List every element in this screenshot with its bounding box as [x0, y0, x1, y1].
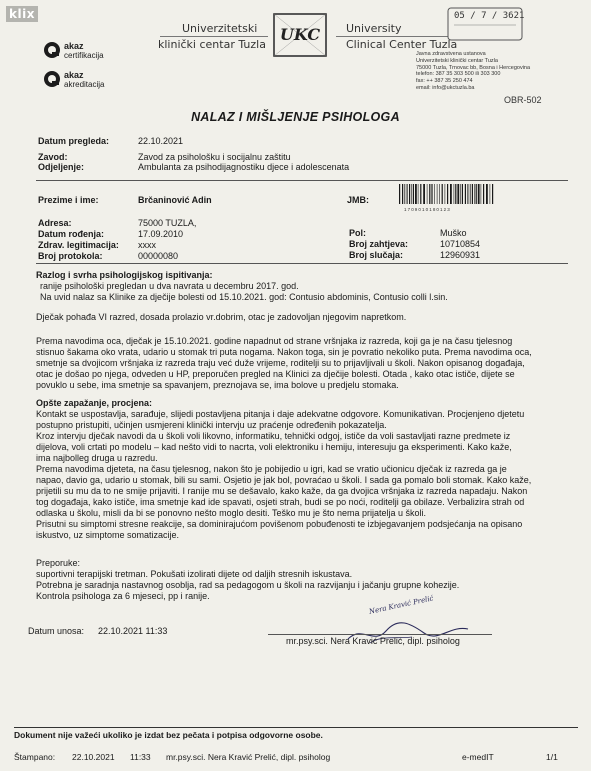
- observation-line: tog događaja, kako ističe, ima smetnje kad ide spavati, osjeti strah, budi se po noći, roditelji ga obilaze. Verbalizira strah od: [36, 497, 525, 507]
- recommendation-line: Potrebna je saradnja nastavnog osoblja, rad sa pedagogom u školi na razvijanju i jačanju grupne kohezije.: [36, 580, 460, 590]
- recommendation-line: suportivni terapijski tretman. Pokušati izolirati dijete od daljih stresnih iskustava.: [36, 569, 353, 579]
- barcode-bar: [450, 184, 452, 204]
- header-right-line1: University: [346, 22, 402, 35]
- footer-divider: [14, 727, 578, 728]
- dob-label: Datum rođenja:: [38, 229, 105, 239]
- barcode-bar: [492, 184, 493, 204]
- barcode-bar: [478, 184, 480, 204]
- health-id-label: Zdrav. legitimacija:: [38, 240, 119, 250]
- observations-section: [36, 398, 566, 541]
- cert2-line2: akreditacija: [64, 80, 105, 89]
- observation-line: postupno pristupiti, učinjen usmjereni klinički intervju uz praćenje određenih pokazatelja.: [36, 420, 387, 430]
- barcode-bar: [455, 184, 456, 204]
- barcode-bar: [490, 184, 491, 204]
- barcode-bar: [437, 184, 438, 204]
- barcode-bar: [418, 184, 419, 204]
- stamp-text: 05 / 7 / 3621: [454, 11, 525, 21]
- address-line: Univerzitetski klinički centar Tuzla: [416, 57, 498, 64]
- signer-printed-name: mr.psy.sci. Nera Kravić Prelić, dipl. psiholog: [286, 636, 460, 646]
- sex-value: Muško: [440, 228, 467, 238]
- header-right-line2: Clinical Center Tuzla: [346, 38, 458, 51]
- akaz-accreditation-icon: [42, 69, 62, 89]
- barcode-bar: [457, 184, 459, 204]
- printed-date: 22.10.2021: [72, 752, 115, 762]
- observation-line: napao, davio ga, udario u stomak, bili su sami. Osjetio je jak bol, povraćao u školi. I sada ga pomalo boli stomak. Kako kaže,: [36, 475, 532, 485]
- observation-line: Prema navodima djeteta, na času tjelesnog, nakon što je pobijedio u igri, kad se vratio učionicu dječak iz razreda ga je: [36, 464, 507, 474]
- dob-value: 17.09.2010: [138, 229, 184, 239]
- barcode-bar: [469, 184, 470, 204]
- form-code: OBR-502: [504, 95, 542, 105]
- barcode-bar: [399, 184, 400, 204]
- signature-handwriting: Nera Kravić Prelić: [368, 594, 435, 616]
- section-divider: [36, 180, 568, 181]
- recommendations-section: [36, 558, 566, 602]
- barcode-bar: [420, 184, 421, 204]
- institution-address: [416, 51, 576, 92]
- barcode-bar: [465, 184, 466, 204]
- entry-date-value: 22.10.2021 11:33: [98, 626, 168, 636]
- barcode-bar: [472, 184, 473, 204]
- reason-heading: Razlog i svrha psihologijskog ispitivanja:: [36, 270, 213, 280]
- exam-date-value: 22.10.2021: [138, 136, 184, 146]
- address-line: Javna zdravstvena ustanova: [416, 51, 486, 57]
- barcode-bar: [429, 184, 430, 204]
- cert1-line2: certifikacija: [64, 51, 104, 60]
- section-divider: [36, 263, 568, 264]
- cert1-line1: akaz: [64, 41, 84, 51]
- reason-line: Na uvid nalaz sa Klinike za dječije bolesti od 15.10.2021. god: Contusio abdominis, Contusio colli l.sin.: [40, 292, 448, 302]
- printed-label: Štampano:: [14, 752, 56, 762]
- observation-line: Prisutni su simptomi stresne reakcije, sa dominirajućom povišenom pobuđenosti te izbjegavanjem podsjećanja na opisano: [36, 519, 523, 529]
- akaz-certification-icon: [42, 40, 62, 60]
- barcode-bar: [476, 184, 477, 204]
- printed-by: mr.psy.sci. Nera Kravić Prelić, dipl. psiholog: [166, 752, 331, 762]
- patient-name-value: Brčaninović Adin: [138, 195, 212, 205]
- observation-line: Kroz intervju dječak navodi da u školi voli likovno, informatiku, tehnički odgoj, ističe da voli sastavljati razne predmete iz: [36, 431, 511, 441]
- observation-line: prijetili su mu da to ne smije prijaviti. I ranije mu se dešavalo, kako kaže, da ga dvojica vršnjaka iz razreda napadaju. Nakon: [36, 486, 528, 496]
- barcode-number: 1709010180123: [404, 207, 451, 212]
- entry-date-label: Datum unosa:: [28, 626, 85, 636]
- header-left-rule: [160, 36, 268, 37]
- patient-name-label: Prezime i ime:: [38, 195, 99, 205]
- request-value: 10710854: [440, 239, 481, 249]
- address-line: telefon: 387 35 303 500 ili 303 300: [416, 71, 501, 78]
- reason-section: [36, 270, 566, 303]
- history-paragraph: [36, 336, 566, 391]
- institute-value: Zavod za psihološku i socijalnu zaštitu: [138, 152, 291, 162]
- paragraph-line: povuklo u sebe, ima smetnje sa spavanjem, preznojava se, ima bolove u predjelu stomaka.: [36, 380, 399, 390]
- paragraph-line: otac je došao po njega, odveden u HP, preporučen pregled na Klinici za dječije bolesti. Otada , kako otac ističe, dijete se: [36, 369, 515, 379]
- address-value: 75000 TUZLA,: [138, 218, 197, 228]
- page-number: 1/1: [546, 752, 558, 762]
- barcode-bar: [402, 184, 403, 204]
- protocol-value: 00000080: [138, 251, 179, 261]
- barcode-bar: [483, 184, 484, 204]
- barcode-bar: [470, 184, 471, 204]
- barcode-bar: [407, 184, 408, 204]
- barcode-bar: [486, 184, 488, 204]
- jmb-barcode: [398, 184, 494, 204]
- header-left-line1: Univerzitetski: [182, 22, 258, 35]
- barcode-bar: [467, 184, 468, 204]
- barcode-bar: [427, 184, 428, 204]
- document-title: NALAZ I MIŠLJENJE PSIHOLOGA: [191, 110, 400, 124]
- observation-line: iskustvo, uz simptome somatizacije.: [36, 530, 180, 540]
- ukc-logo-text: UKC: [279, 25, 321, 44]
- ukc-logo: [272, 12, 328, 58]
- barcode-bar: [434, 184, 435, 204]
- barcode-bar: [462, 184, 463, 204]
- signature-line: [268, 634, 492, 635]
- barcode-bar: [474, 184, 475, 204]
- case-label: Broj slučaja:: [349, 250, 404, 260]
- exam-date-label: Datum pregleda:: [38, 136, 110, 146]
- barcode-bar: [406, 184, 407, 204]
- reason-line: ranije psihološki pregledan u dva navrata u decembru 2017. god.: [40, 281, 299, 291]
- barcode-bar: [415, 184, 417, 204]
- barcode-bar: [445, 184, 446, 204]
- validity-note: Dokument nije važeći ukoliko je izdat bez pečata i potpisa odgovorne osobe.: [14, 730, 323, 740]
- health-id-value: xxxx: [138, 240, 156, 250]
- observation-line: Kontakt se uspostavlja, sarađuje, slijedi postavljena pitanja i daje adekvatne odgovore. Komunikativan. Procjenjeno djetetu: [36, 409, 525, 419]
- barcode-bar: [411, 184, 412, 204]
- observation-line: dijelova, voli crtati po modelu – kad nešto vidi to nacrta, voli elektroniku i hemiju, interesuju ga eksperimenti. Kako kaže,: [36, 442, 512, 452]
- paragraph-line: smetnje sa dvojicom vršnjaka iz razreda traju već duže vrijeme, roditelji su to prijavljivali u školi. Nakon opisanog događaja,: [36, 358, 525, 368]
- observations-heading: Opšte zapažanje, procjena:: [36, 398, 153, 408]
- institute-label: Zavod:: [38, 152, 68, 162]
- address-line: email: info@ukctuzla.ba: [416, 84, 475, 91]
- barcode-bar: [404, 184, 405, 204]
- paragraph-line: Dječak pohađa VI razred, dosada prolazio vr.dobrim, otac je zadovoljan njegovim napretkom.: [36, 312, 407, 322]
- printed-time: 11:33: [130, 752, 151, 762]
- barcode-bar: [431, 184, 432, 204]
- barcode-bar: [423, 184, 425, 204]
- protocol-label: Broj protokola:: [38, 251, 103, 261]
- request-label: Broj zahtjeva:: [349, 239, 409, 249]
- paragraph-line: Prema navodima oca, dječak je 15.10.2021. godine napadnut od strane vršnjaka iz razreda, koji ga je na času tjelesnog: [36, 336, 513, 346]
- address-line: fax: ++ 387 35 250 474: [416, 78, 473, 85]
- school-paragraph: [36, 312, 566, 323]
- paragraph-line: stisnuo šakama oko vrata, udario u stomak tri puta nogama. Nakon toga, sin je povratio nekoliko puta. Prema navodima oca,: [36, 347, 532, 357]
- barcode-bar: [454, 184, 455, 204]
- barcode-bar: [409, 184, 410, 204]
- registration-stamp: [446, 5, 526, 43]
- handwritten-signature: [340, 605, 490, 655]
- jmb-label: JMB:: [347, 195, 369, 205]
- recommendations-heading: Preporuke:: [36, 558, 81, 568]
- header-left-line2: klinički centar Tuzla: [158, 38, 266, 51]
- barcode-bar: [481, 184, 482, 204]
- barcode-bar: [439, 184, 440, 204]
- address-label: Adresa:: [38, 218, 72, 228]
- cert2-line1: akaz: [64, 70, 84, 80]
- header-right-rule: [336, 36, 448, 37]
- watermark: klix: [6, 6, 38, 22]
- department-label: Odjeljenje:: [38, 162, 85, 172]
- barcode-bar: [413, 184, 414, 204]
- sex-label: Pol:: [349, 228, 366, 238]
- barcode-bar: [447, 184, 448, 204]
- system-name: e-medIT: [462, 752, 494, 762]
- observation-line: ima najbolleg druga u razredu.: [36, 453, 158, 463]
- barcode-bar: [460, 184, 461, 204]
- observation-line: odlaska u školu, misli da bi se ponovno nešto moglo desiti. Teško mu je što nema prijatelja u školi.: [36, 508, 427, 518]
- barcode-bar: [442, 184, 443, 204]
- recommendation-line: Kontrola psihologa za 6 mjeseci, pp i ranije.: [36, 591, 210, 601]
- case-value: 12960931: [440, 250, 481, 260]
- address-line: 75000 Tuzla, Trnovac bb, Bosna i Hercegovina: [416, 64, 531, 71]
- department-value: Ambulanta za psihodijagnostiku djece i adolescenata: [138, 162, 350, 172]
